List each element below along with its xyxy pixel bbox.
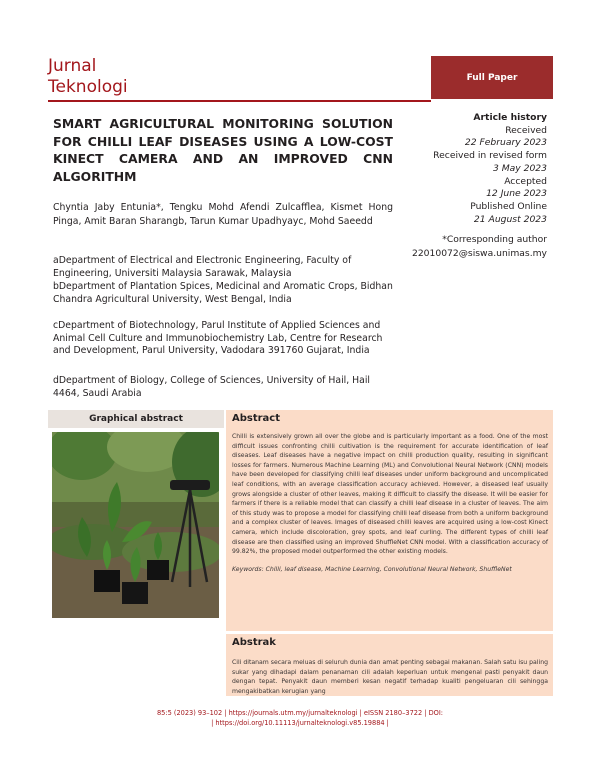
history-revised-date: 3 May 2023 [492,162,547,174]
history-received-label: Received [505,124,547,136]
journal-name [48,56,128,98]
abstract-panel [226,410,553,696]
affiliation-b: bDepartment of Plantation Spices, Medicinal and Aromatic Crops, Bidhan Chandra Agricultural University, West Bengal, India [53,281,393,305]
history-online-label: Published Online [470,200,547,212]
footer-line1[interactable]: 85:5 (2023) 93–102 | https://journals.utm.my/jurnalteknologi | eISSN 2180–3722 | DOI: [156,709,444,717]
history-revised-label: Received in revised form [433,150,547,162]
header-divider [48,100,431,102]
affiliation-c: cDepartment of Biotechnology, Parul Institute of Applied Sciences and Animal Cell Culture and Immunobiochemistry Lab, Centre for Research and Development, Parul University, Vadodara 391760 Gujarat, India [53,320,383,357]
abstract-body [232,432,548,574]
history-online-date: 21 August 2023 [473,213,547,225]
affiliation-a: aDepartment of Electrical and Electronic Engineering, Faculty of Engineering, Universiti Malaysia Sarawak, Malaysia [53,255,352,279]
corresponding-author [390,233,547,260]
history-accepted-date: 12 June 2023 [486,188,547,200]
abstrak-heading: Abstrak [232,637,276,648]
article-history [400,112,547,226]
abstract-keywords: Keywords: Chilli, leaf disease, Machine Learning, Convolutional Neural Network, ShuffleNet [232,565,512,573]
graphical-abstract-label: Graphical abstract [48,410,224,428]
footer-line2[interactable]: | https://doi.org/10.11113/jurnalteknologi.v85.19884 | [211,719,389,727]
history-received-date: 22 February 2023 [464,137,547,149]
abstract-text: Chilli is extensively grown all over the globe and is particularly important as a food. One of the most difficult issues confronting chilli cultivation is the requirement for accurate identification of leaf diseases. Leaf diseases have a negative impact on chilli production quality, resulting in significant losses for farmers. Numerous Machine Learning (ML) and Convolutional Neural Network (CNN) models have been developed for classifying chilli leaf diseases under uniform background and uncomplicated leaf conditions, with an average classification accuracy achieved. However, a diseased leaf usually grows alongside a cluster of other leaves, making it difficult to classify the disease. It will be easier for farmers if there is a reliable model that can classify a chilli leaf disease in a cluster of leaves. The aim of this study was to propose a model for classifying chilli leaf disease from both a uniform background and a complex cluster of leaves. Images of diseased chilli leaves are acquired using a low-cost Kinect camera, which include discoloration, grey spots, and leaf curling. The different types of chilli leaf disease are then classified using an improved ShuffleNet CNN model. With a classification accuracy of 99.82%, the proposed model outperformed the other existing models. [232,433,548,556]
article-title: SMART AGRICULTURAL MONITORING SOLUTION FOR CHILLI LEAF DISEASES USING A LOW-COST KINECT CAMERA AND AN IMPROVED CNN ALGORITHM [53,116,393,184]
affiliation-d: dDepartment of Biology, College of Sciences, University of Hail, Hail 4464, Saudi Arabia [53,375,371,399]
history-accepted-label: Accepted [504,175,547,187]
graphical-abstract-photo [52,432,219,618]
author-list: Chyntia Jaby Entunia*, Tengku Mohd Afendi Zulcafflea, Kismet Hong Pinga, Amit Baran Sharangb, Tarun Kumar Upadhyayc, Mohd Saeedd [53,202,393,227]
abstract-divider [226,631,553,634]
journal-name-line2: Teknologi [48,77,128,97]
abstract-heading: Abstract [232,413,281,424]
history-heading: Article history [473,112,547,123]
corresponding-label: *Corresponding author [442,234,547,245]
full-paper-badge: Full Paper [431,56,553,99]
citation-footer [120,708,480,728]
corresponding-email[interactable]: 22010072@siswa.unimas.my [411,247,547,259]
journal-name-line1: Jurnal [48,56,97,76]
abstrak-text: Cili ditanam secara meluas di seluruh dunia dan amat penting sebagai makanan. Salah satu isu paling sukar yang dihadapi dalam penanaman cili adalah keperluan untuk mengenal pasti penyakit daun dengan tepat. Penyakit daun memberi kesan negatif terhadap kualiti pengeluaran cili sehingga mengakibatkan kerugian yang [232,659,548,695]
